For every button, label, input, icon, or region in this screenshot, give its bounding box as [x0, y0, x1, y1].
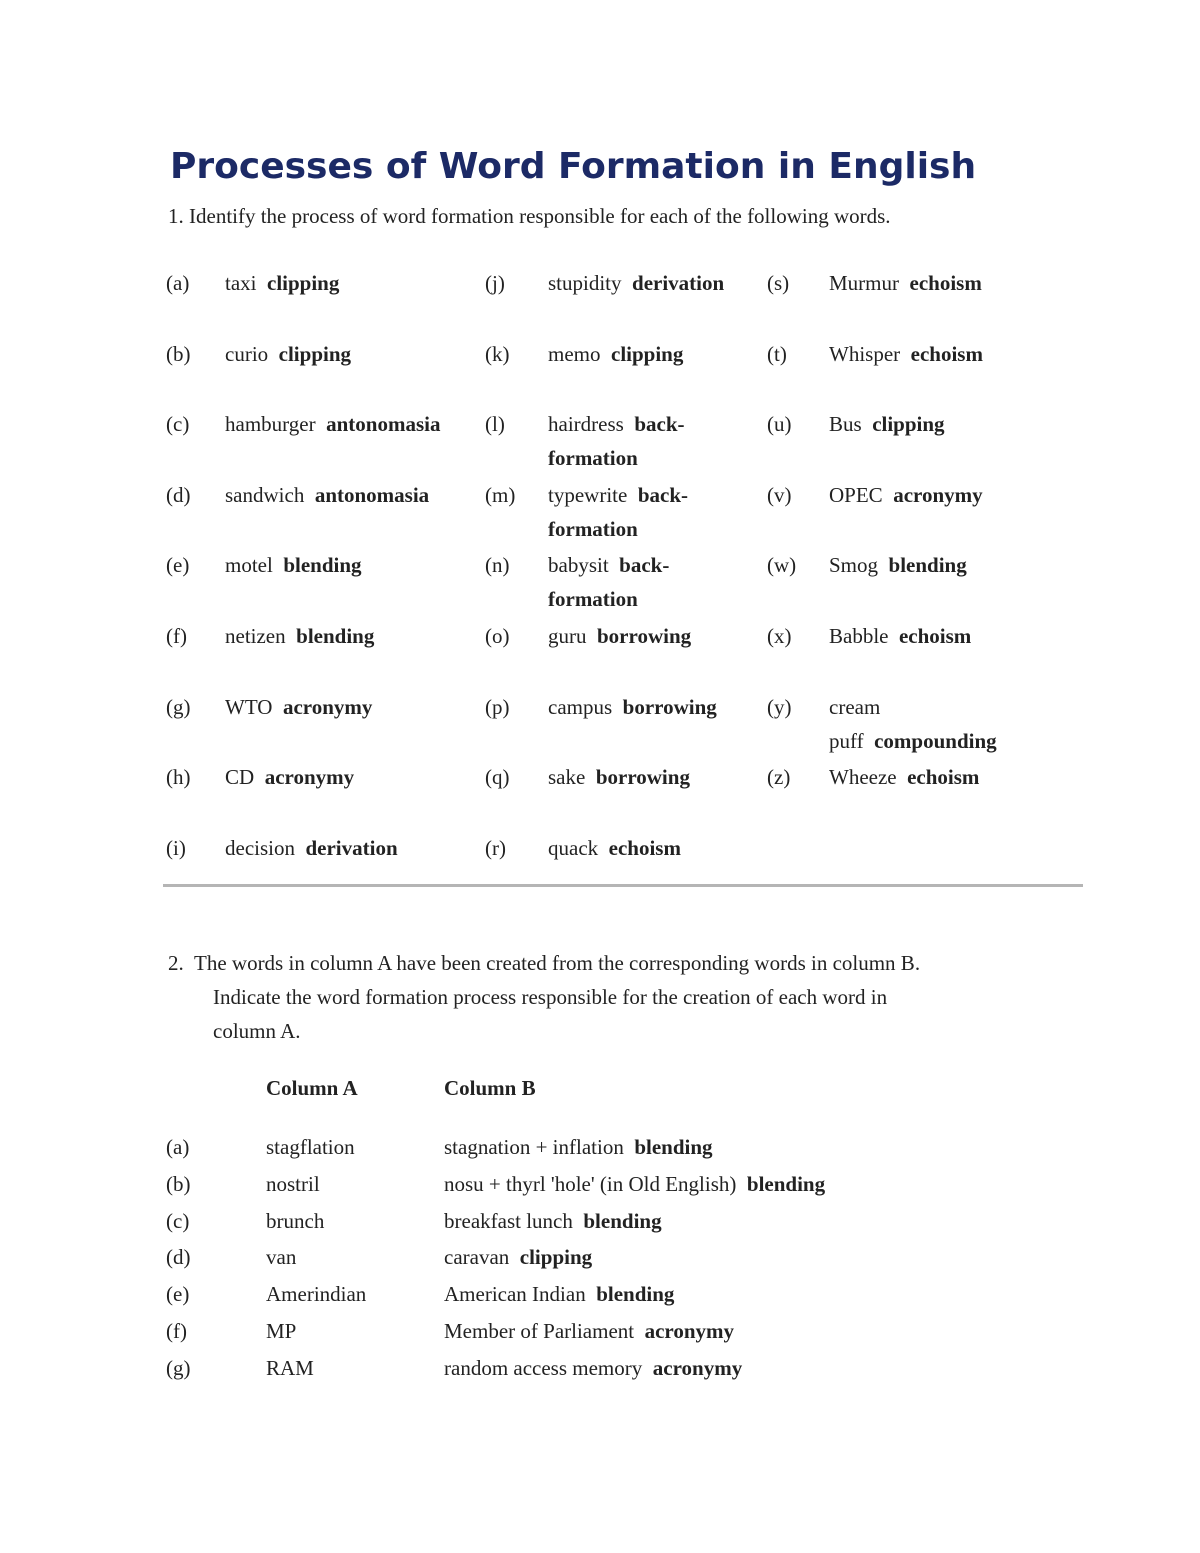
column-b-cell — [444, 1169, 825, 1199]
item-entry — [829, 548, 989, 582]
item-entry — [548, 831, 758, 865]
item-answer: acronymy — [282, 695, 373, 719]
item-word: sandwich — [225, 483, 305, 507]
item-entry — [225, 690, 475, 724]
item-answer: antonomasia — [326, 412, 441, 436]
column-b-source: nosu + thyrl 'hole' (in Old English) — [444, 1172, 737, 1196]
item-entry — [829, 478, 989, 512]
question-2-number: 2. — [168, 951, 184, 975]
question-2-line-3: column A. — [213, 1019, 301, 1043]
item-entry — [225, 619, 475, 653]
item-answer: echoism — [898, 624, 972, 648]
item-answer: echoism — [910, 342, 983, 366]
item-answer: clipping — [611, 342, 684, 366]
item-entry — [829, 690, 997, 758]
item-label: (t) — [767, 342, 787, 366]
item-word: OPEC — [829, 483, 883, 507]
item-word: quack — [548, 836, 599, 860]
item-word: CD — [225, 765, 255, 789]
row-label: (b) — [166, 1172, 191, 1196]
item-word: Smog — [829, 553, 879, 577]
item-word: taxi — [225, 271, 257, 295]
item-label: (b) — [166, 342, 191, 366]
item-label: (g) — [166, 695, 191, 719]
question-1-prompt: 1. Identify the process of word formation responsible for each of the following words. — [168, 204, 891, 228]
item-word: campus — [548, 695, 613, 719]
column-b-source: Member of Parliament — [444, 1319, 635, 1343]
item-entry — [225, 407, 475, 441]
item-label: (d) — [166, 483, 191, 507]
item-label: (n) — [485, 553, 510, 577]
item-entry — [548, 266, 758, 300]
column-b-cell — [444, 1316, 734, 1346]
column-b-source: random access memory — [444, 1356, 643, 1380]
item-word: Bus — [829, 412, 862, 436]
item-word: hamburger — [225, 412, 316, 436]
item-entry — [829, 266, 989, 300]
item-entry — [548, 478, 758, 546]
item-answer: echoism — [907, 765, 980, 789]
column-a-word: MP — [266, 1319, 297, 1343]
item-word: cream puff — [829, 695, 881, 753]
item-word: Murmur — [829, 271, 899, 295]
item-label: (q) — [485, 765, 510, 789]
item-label: (c) — [166, 412, 190, 436]
row-label: (d) — [166, 1245, 191, 1269]
item-word: guru — [548, 624, 587, 648]
item-word: Whisper — [829, 342, 901, 366]
item-answer: borrowing — [595, 765, 690, 789]
item-answer: back-formation — [548, 412, 685, 470]
item-word: sake — [548, 765, 586, 789]
column-a-word: Amerindian — [266, 1282, 367, 1306]
item-answer: derivation — [632, 271, 725, 295]
column-a-word: stagflation — [266, 1135, 355, 1159]
column-b-cell — [444, 1206, 662, 1236]
item-label: (z) — [767, 765, 791, 789]
item-word: typewrite — [548, 483, 628, 507]
item-label: (s) — [767, 271, 790, 295]
item-answer: echoism — [909, 271, 982, 295]
column-a-word: RAM — [266, 1356, 314, 1380]
item-entry — [225, 478, 475, 512]
item-entry — [225, 337, 475, 371]
column-b-source: stagnation + inflation — [444, 1135, 624, 1159]
item-answer: borrowing — [597, 624, 692, 648]
column-b-cell — [444, 1279, 674, 1309]
item-label: (k) — [485, 342, 510, 366]
item-answer: blending — [296, 624, 375, 648]
item-answer: borrowing — [622, 695, 717, 719]
question-2-line-1: The words in column A have been created from the corresponding words in column B. — [194, 951, 921, 975]
item-word: motel — [225, 553, 273, 577]
item-answer: clipping — [278, 342, 352, 366]
item-label: (i) — [166, 836, 186, 860]
item-label: (m) — [485, 483, 516, 507]
row-label: (g) — [166, 1356, 191, 1380]
item-label: (y) — [767, 695, 792, 719]
item-entry — [829, 337, 989, 371]
item-label: (p) — [485, 695, 510, 719]
column-b-source: breakfast lunch — [444, 1209, 573, 1233]
column-b-source: American Indian — [444, 1282, 586, 1306]
row-answer: blending — [583, 1209, 662, 1233]
item-answer: acronymy — [893, 483, 983, 507]
item-answer: compounding — [874, 729, 997, 753]
item-label: (e) — [166, 553, 190, 577]
row-answer: blending — [596, 1282, 675, 1306]
column-a-header: Column A — [266, 1076, 358, 1100]
column-b-cell — [444, 1353, 742, 1383]
item-answer: back-formation — [548, 483, 688, 541]
question-2-line-2: Indicate the word formation process responsible for the creation of each word in — [213, 985, 888, 1009]
item-entry — [225, 760, 475, 794]
item-entry — [829, 619, 989, 653]
column-b-cell — [444, 1132, 713, 1162]
row-answer: acronymy — [644, 1319, 735, 1343]
item-label: (o) — [485, 624, 510, 648]
item-label: (v) — [767, 483, 792, 507]
item-entry — [548, 407, 758, 475]
item-answer: blending — [283, 553, 362, 577]
section-divider — [163, 884, 1083, 887]
item-entry — [548, 548, 758, 616]
row-answer: clipping — [519, 1245, 593, 1269]
item-label: (w) — [767, 553, 797, 577]
item-entry — [548, 760, 758, 794]
item-entry — [225, 831, 475, 865]
column-a-word: nostril — [266, 1172, 320, 1196]
item-word: WTO — [225, 695, 273, 719]
row-label: (e) — [166, 1282, 190, 1306]
item-label: (h) — [166, 765, 191, 789]
item-word: stupidity — [548, 271, 622, 295]
item-entry — [548, 690, 758, 724]
item-word: memo — [548, 342, 601, 366]
row-label: (a) — [166, 1135, 190, 1159]
row-answer: acronymy — [652, 1356, 743, 1380]
item-word: curio — [225, 342, 269, 366]
item-answer: derivation — [305, 836, 398, 860]
item-entry — [225, 548, 475, 582]
item-entry — [548, 619, 758, 653]
column-b-source: caravan — [444, 1245, 510, 1269]
item-answer: acronymy — [264, 765, 355, 789]
item-label: (u) — [767, 412, 792, 436]
item-answer: back-formation — [548, 553, 670, 611]
item-answer: blending — [888, 553, 967, 577]
item-entry — [829, 760, 989, 794]
item-label: (j) — [485, 271, 505, 295]
item-word: netizen — [225, 624, 286, 648]
item-label: (f) — [166, 624, 187, 648]
item-entry — [829, 407, 989, 441]
item-label: (x) — [767, 624, 792, 648]
row-answer: blending — [746, 1172, 826, 1196]
item-answer: echoism — [608, 836, 681, 860]
row-label: (c) — [166, 1209, 190, 1233]
item-word: Babble — [829, 624, 889, 648]
item-label: (r) — [485, 836, 506, 860]
item-entry — [225, 266, 475, 300]
item-label: (l) — [485, 412, 505, 436]
row-answer: blending — [634, 1135, 713, 1159]
item-word: babysit — [548, 553, 609, 577]
item-entry — [548, 337, 758, 371]
item-word: hairdress — [548, 412, 624, 436]
page-title: Processes of Word Formation in English — [170, 146, 977, 187]
item-word: decision — [225, 836, 295, 860]
item-answer: clipping — [267, 271, 340, 295]
column-b-header: Column B — [444, 1076, 536, 1100]
item-answer: clipping — [872, 412, 945, 436]
row-label: (f) — [166, 1319, 187, 1343]
column-a-word: brunch — [266, 1209, 325, 1233]
item-answer: antonomasia — [314, 483, 430, 507]
column-b-cell — [444, 1242, 592, 1272]
item-label: (a) — [166, 271, 190, 295]
item-word: Wheeze — [829, 765, 897, 789]
column-a-word: van — [266, 1245, 297, 1269]
